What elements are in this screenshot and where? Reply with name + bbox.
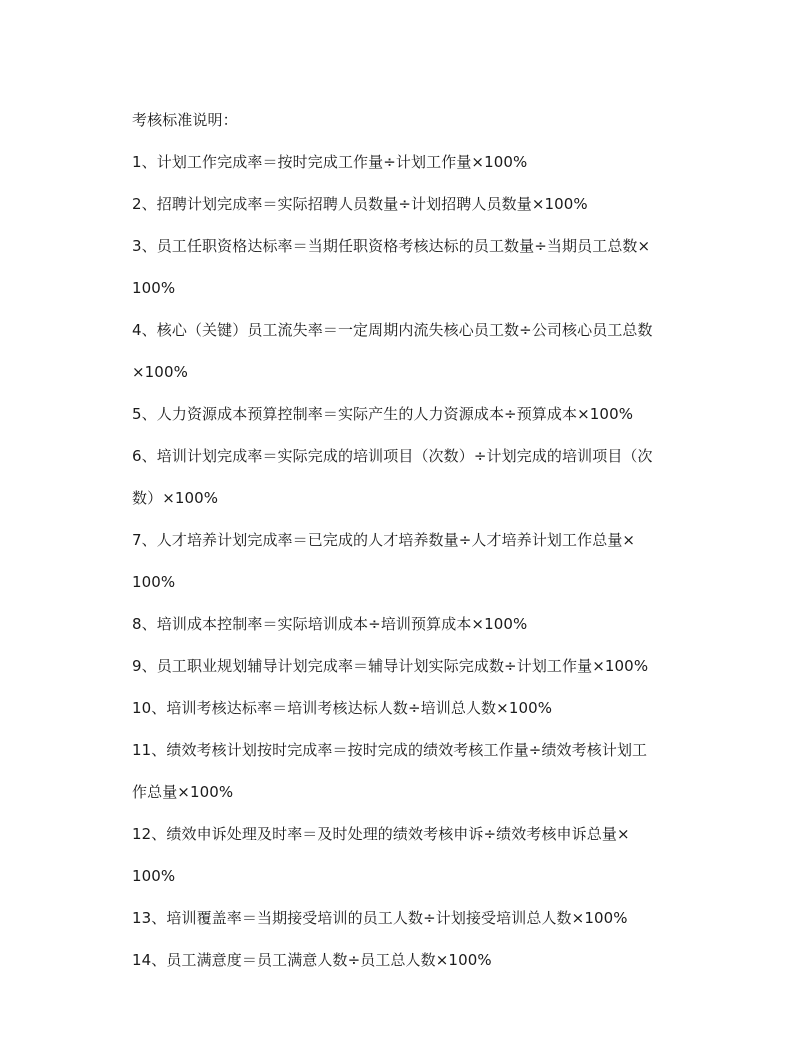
heading: 考核标准说明： [132, 111, 238, 129]
text-line: 7、人才培养计划完成率＝已完成的人才培养数量÷人才培养计划工作总量× [132, 531, 636, 549]
text-line: ×100% [132, 363, 188, 381]
text-line: 3、员工任职资格达标率＝当期任职资格考核达标的员工数量÷当期员工总数× [132, 237, 651, 255]
text-line: 100% [132, 279, 176, 297]
text-line: 4、核心（关键）员工流失率＝一定周期内流失核心员工数÷公司核心员工总数 [132, 321, 653, 339]
text-line: 8、培训成本控制率＝实际培训成本÷培训预算成本×100% [132, 615, 528, 633]
text-line: 9、员工职业规划辅导计划完成率＝辅导计划实际完成数÷计划工作量×100% [132, 657, 649, 675]
text-line: 数）×100% [132, 489, 219, 507]
text-line: 1、计划工作完成率＝按时完成工作量÷计划工作量×100% [132, 153, 528, 171]
text-line: 100% [132, 573, 176, 591]
text-line: 2、招聘计划完成率＝实际招聘人员数量÷计划招聘人员数量×100% [132, 195, 588, 213]
text-line: 12、绩效申诉处理及时率＝及时处理的绩效考核申诉÷绩效考核申诉总量× [132, 825, 630, 843]
text-line: 作总量×100% [132, 783, 234, 801]
text-line: 5、人力资源成本预算控制率＝实际产生的人力资源成本÷预算成本×100% [132, 405, 634, 423]
text-line: 14、员工满意度＝员工满意人数÷员工总人数×100% [132, 951, 492, 969]
text-line: 13、培训覆盖率＝当期接受培训的员工人数÷计划接受培训总人数×100% [132, 909, 628, 927]
text-line: 11、绩效考核计划按时完成率＝按时完成的绩效考核工作量÷绩效考核计划工 [132, 741, 648, 759]
text-line: 10、培训考核达标率＝培训考核达标人数÷培训总人数×100% [132, 699, 553, 717]
text-line: 100% [132, 867, 176, 885]
text-line: 6、培训计划完成率＝实际完成的培训项目（次数）÷计划完成的培训项目（次 [132, 447, 653, 465]
